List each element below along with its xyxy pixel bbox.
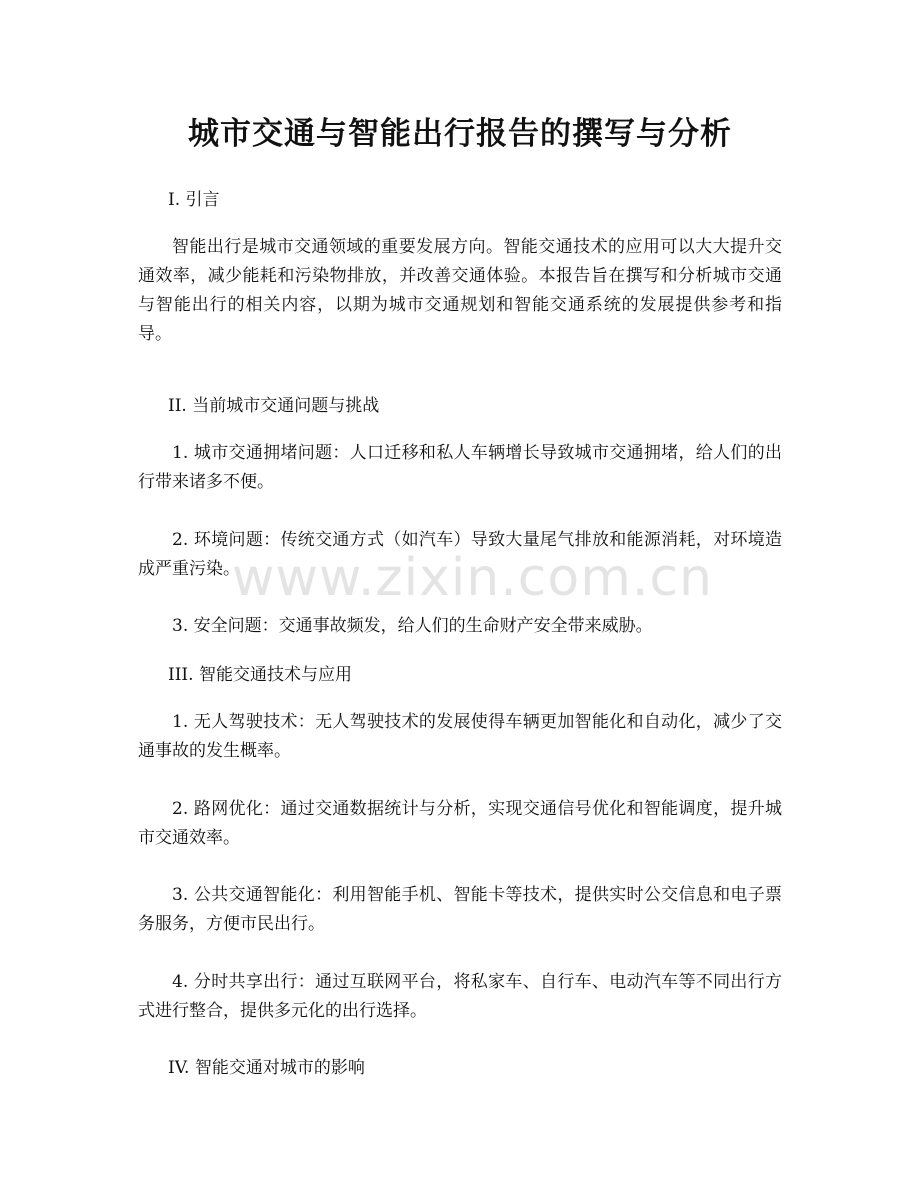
section-heading-technology: III. 智能交通技术与应用 (168, 665, 352, 685)
document-title: 城市交通与智能出行报告的撰写与分析 (188, 116, 732, 152)
paragraph-autonomous-driving: 1. 无人驾驶技术：无人驾驶技术的发展使得车辆更加智能化和自动化，减少了交通事故的发生概率。 (138, 712, 782, 761)
paragraph-environment: 2. 环境问题：传统交通方式（如汽车）导致大量尾气排放和能源消耗，对环境造成严重污染。 (138, 530, 782, 579)
section-heading-impact: IV. 智能交通对城市的影响 (168, 1058, 365, 1078)
paragraph-safety: 3. 安全问题：交通事故频发，给人们的生命财产安全带来威胁。 (172, 616, 653, 636)
watermark: www.zixin.com.cn (232, 548, 713, 608)
paragraph-network-optimization: 2. 路网优化：通过交通数据统计与分析，实现交通信号优化和智能调度，提升城市交通效率。 (138, 799, 782, 848)
paragraph-public-transit: 3. 公共交通智能化：利用智能手机、智能卡等技术，提供实时公交信息和电子票务服务，方便市民出行。 (138, 885, 782, 934)
section-heading-problems: II. 当前城市交通问题与挑战 (168, 396, 380, 416)
section-heading-intro: I. 引言 (168, 190, 220, 210)
paragraph-shared-mobility: 4. 分时共享出行：通过互联网平台，将私家车、自行车、电动汽车等不同出行方式进行整合，提供多元化的出行选择。 (138, 972, 782, 1021)
paragraph-intro: 智能出行是城市交通领域的重要发展方向。智能交通技术的应用可以大大提升交通效率，减少能耗和污染物排放，并改善交通体验。本报告旨在撰写和分析城市交通与智能出行的相关内容，以期为城市交通规划和智能交通系统的发展提供参考和指导。 (138, 237, 782, 344)
paragraph-congestion: 1. 城市交通拥堵问题：人口迁移和私人车辆增长导致城市交通拥堵，给人们的出行带来诸多不便。 (138, 443, 782, 492)
